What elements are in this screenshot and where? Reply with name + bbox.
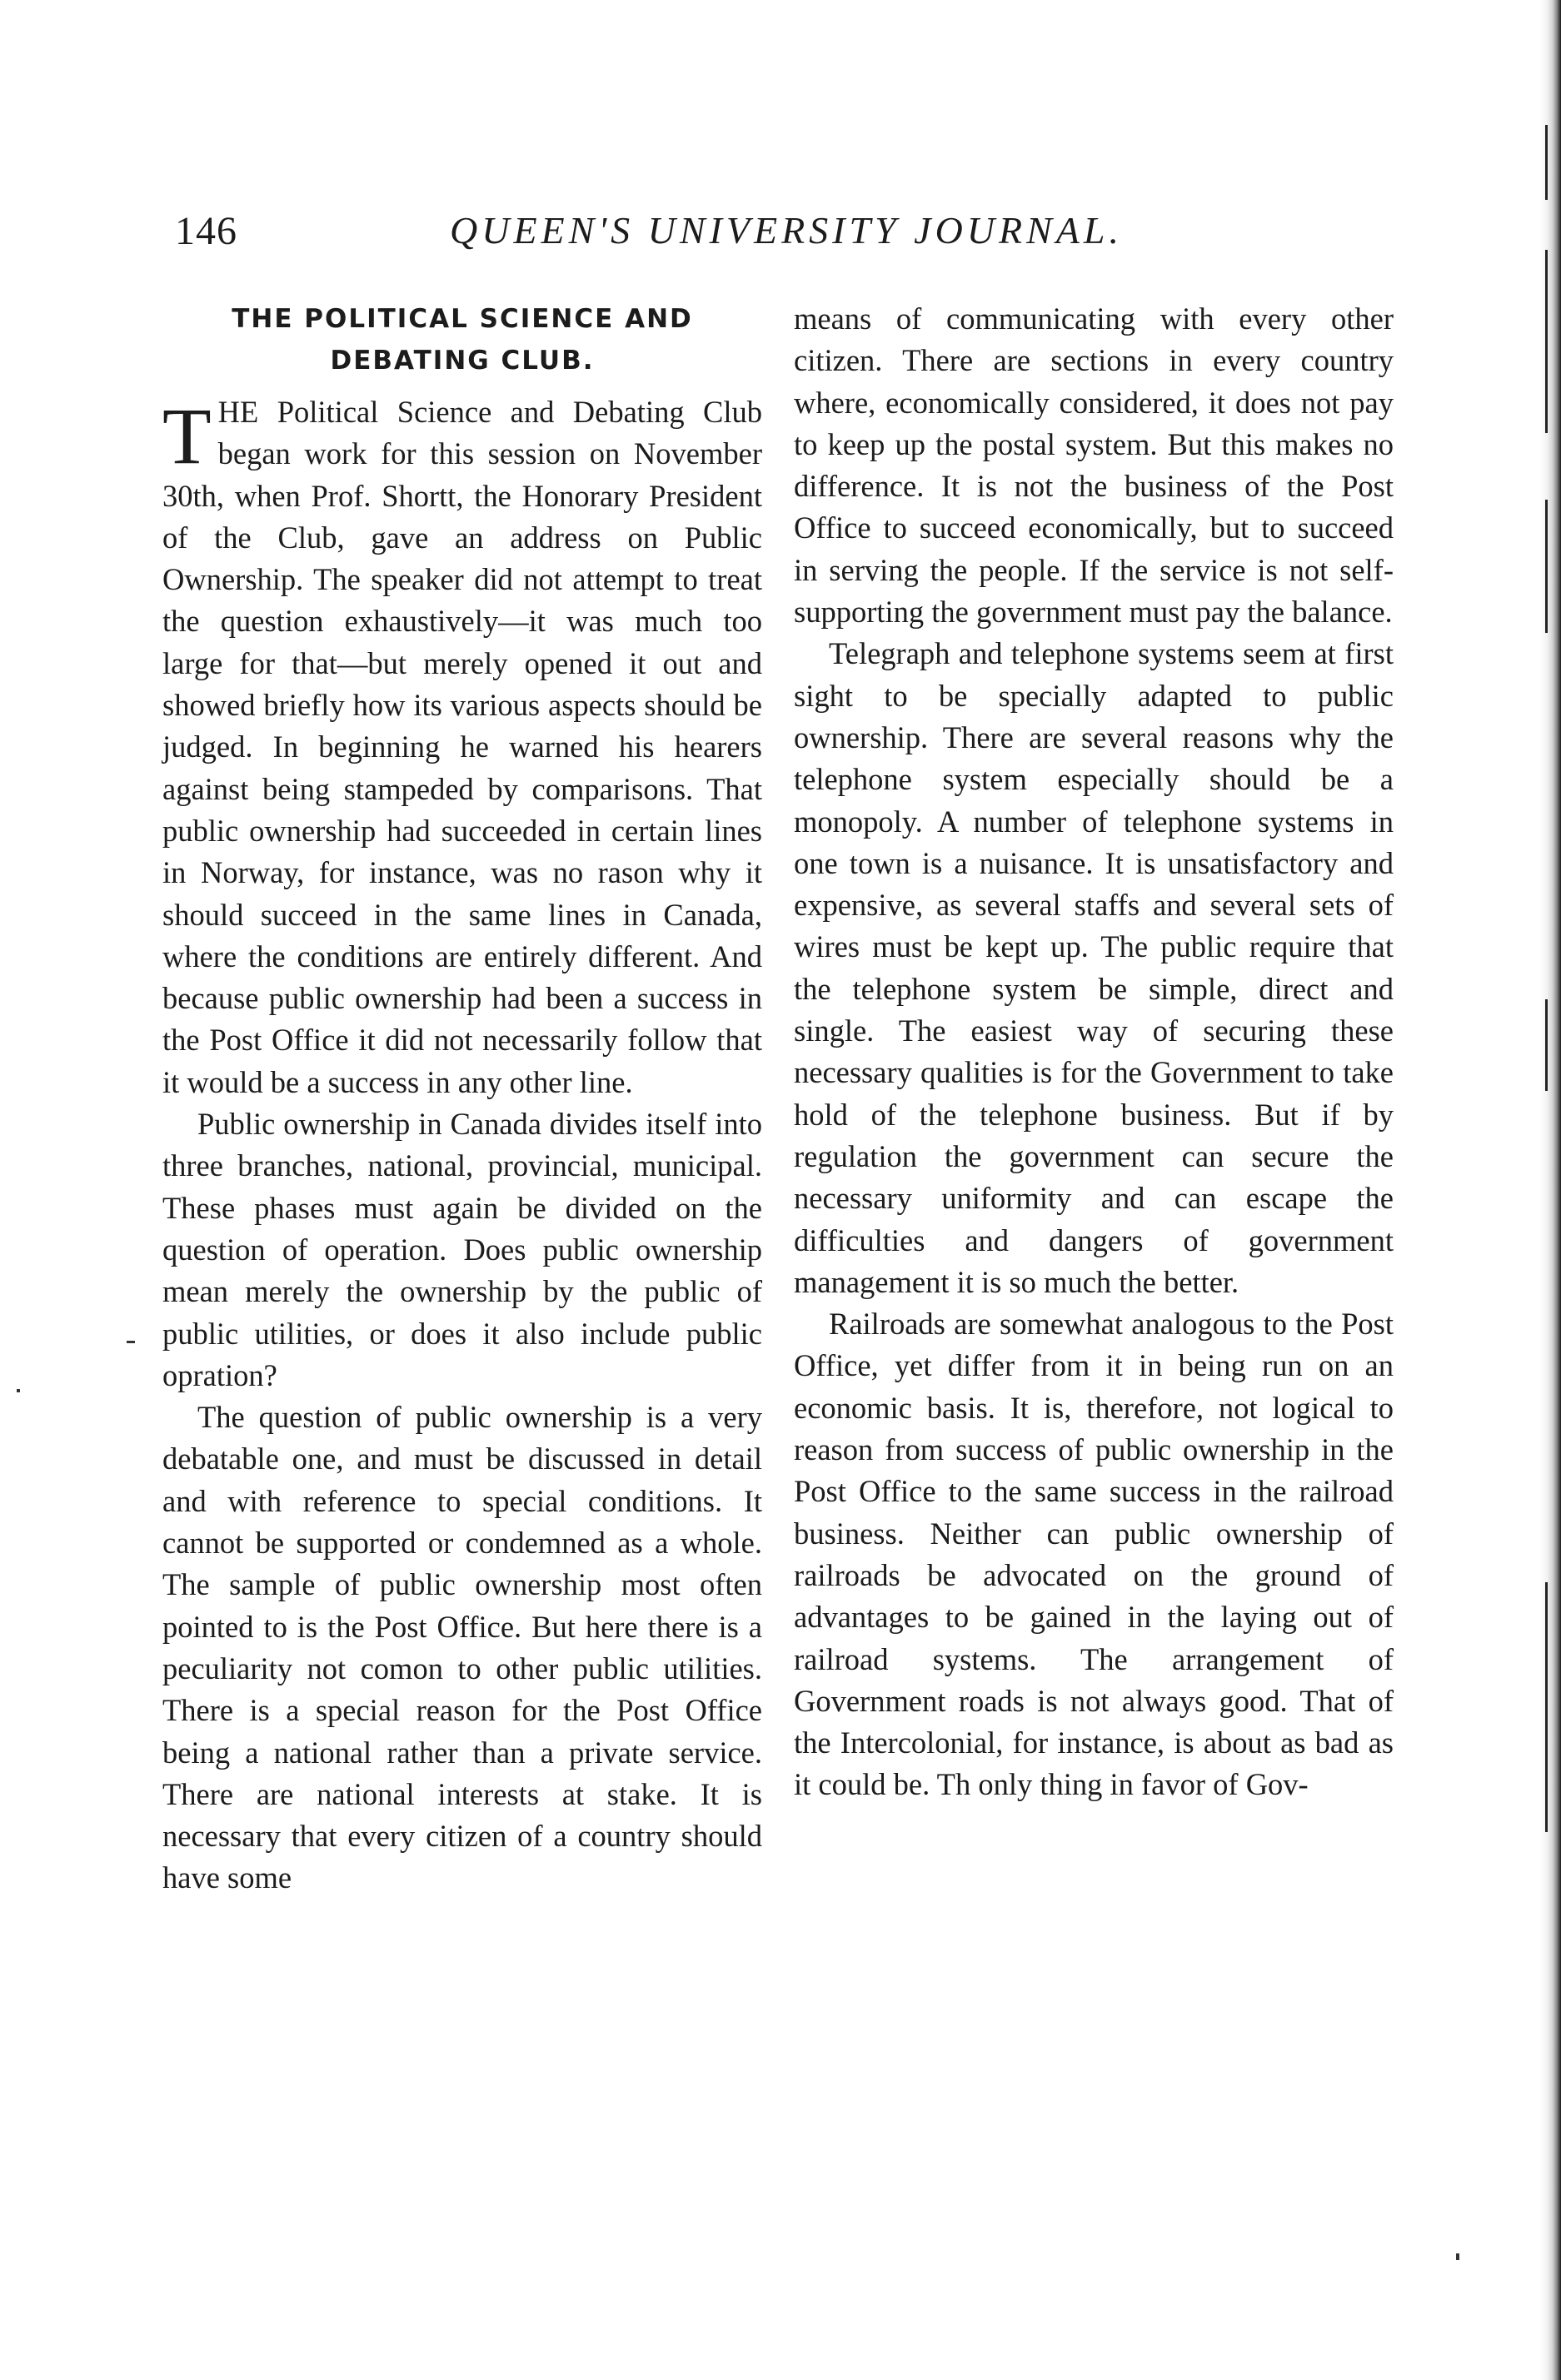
article-heading: [162, 298, 762, 381]
page-edge-mark: [1545, 999, 1548, 1091]
page-header: [175, 208, 1150, 266]
paragraph-1-first-word: HE: [217, 395, 259, 429]
scan-speck: [127, 1341, 135, 1343]
right-column: [794, 298, 1394, 1806]
paragraph-1-text: Political Science and Debating Club began work for this session on November 30th, when Prof. Shortt, the Honorary President of the Club, gave an address on Public Ownership. The speaker did not attempt to treat the question exhaustively—it was much too large for that—but merely opened it out and showed briefly how its various aspects should be judged. In beginning he warned his hearers against being stampeded by comparisons. That public ownership had succeeded in certain lines in Norway, for instance, was no rason why it should succeed in the same lines in Canada, where the conditions are entirely different. And because public ownership had been a success in the Post Office it did not necessarily follow that it would be a success in any other line.: [162, 395, 762, 1099]
paragraph-3: The question of public ownership is a very debatable one, and must be discussed in detail and with reference to special conditions. It cannot be supported or condemned as a whole. The sample of public ownership most often pointed to is the Post Office. But here there is a peculiarity not comon to other public utilities. There is a special reason for the Post Office being a national rather than a private service. There are national interests at stake. It is necessary that every citizen of a country should have some: [162, 1400, 762, 1895]
article-heading-line-1: THE POLITICAL SCIENCE AND: [232, 304, 693, 334]
scan-speck: [17, 1389, 20, 1392]
paragraph-5: Railroads are somewhat analogous to the Post Office, yet differ from it in being run on an economic basis. It is, therefore, not logical to reason from success of public ownership in the Post Office to the same success in the railroad business. Neither can public ownership of railroads be advocated on the ground of advantages to be gained in the laying out of railroad systems. The arrangement of Government roads is not always good. That of the Intercolonial, for instance, is about as bad as it could be. Th only thing in favor of Gov-: [794, 1307, 1394, 1802]
paragraph-4: Telegraph and telephone systems seem at first sight to be specially adapted to public ownership. There are several reasons why the telephone system especially should be a monopoly. A number of telephone systems in one town is a nuisance. It is unsatisfactory and expensive, as several staffs and several sets of wires must be kept up. The public require that the telephone system be simple, direct and single. The easiest way of securing these necessary qualities is for the Government to take hold of the telephone business. But if by regulation the government can secure the necessary uniformity and can escape the difficulties and dangers of government management it is so much the better.: [794, 636, 1394, 1299]
page-number: 146: [175, 209, 237, 253]
page-edge-mark: [1545, 250, 1548, 433]
page-edge-shadow: [1539, 0, 1561, 2380]
left-column: [162, 298, 762, 1900]
page-edge-mark: [1545, 1582, 1548, 1832]
page-edge-mark: [1545, 500, 1548, 633]
drop-cap: T: [162, 391, 212, 480]
scan-speck: [1456, 2253, 1459, 2260]
article-heading-line-2: DEBATING CLUB.: [330, 346, 595, 376]
paragraph-2: Public ownership in Canada divides itself into three branches, national, provincial, municipal. These phases must again be divided on the question of operation. Does public ownership mean merely the ownership by the public of public utilities, or does it also include public opration?: [162, 1107, 762, 1392]
paragraph-3-continued: means of communicating with every other citizen. There are sections in every country where, economically considered, it does not pay to keep up the postal system. But this makes no difference. It is not the business of the Post Office to succeed economically, but to succeed in serving the people. If the service is not self-supporting the government must pay the balance.: [794, 301, 1394, 630]
running-title: QUEEN'S UNIVERSITY JOURNAL.: [450, 209, 1123, 251]
paragraph-1: [162, 391, 762, 1103]
page-edge-mark: [1545, 125, 1548, 200]
